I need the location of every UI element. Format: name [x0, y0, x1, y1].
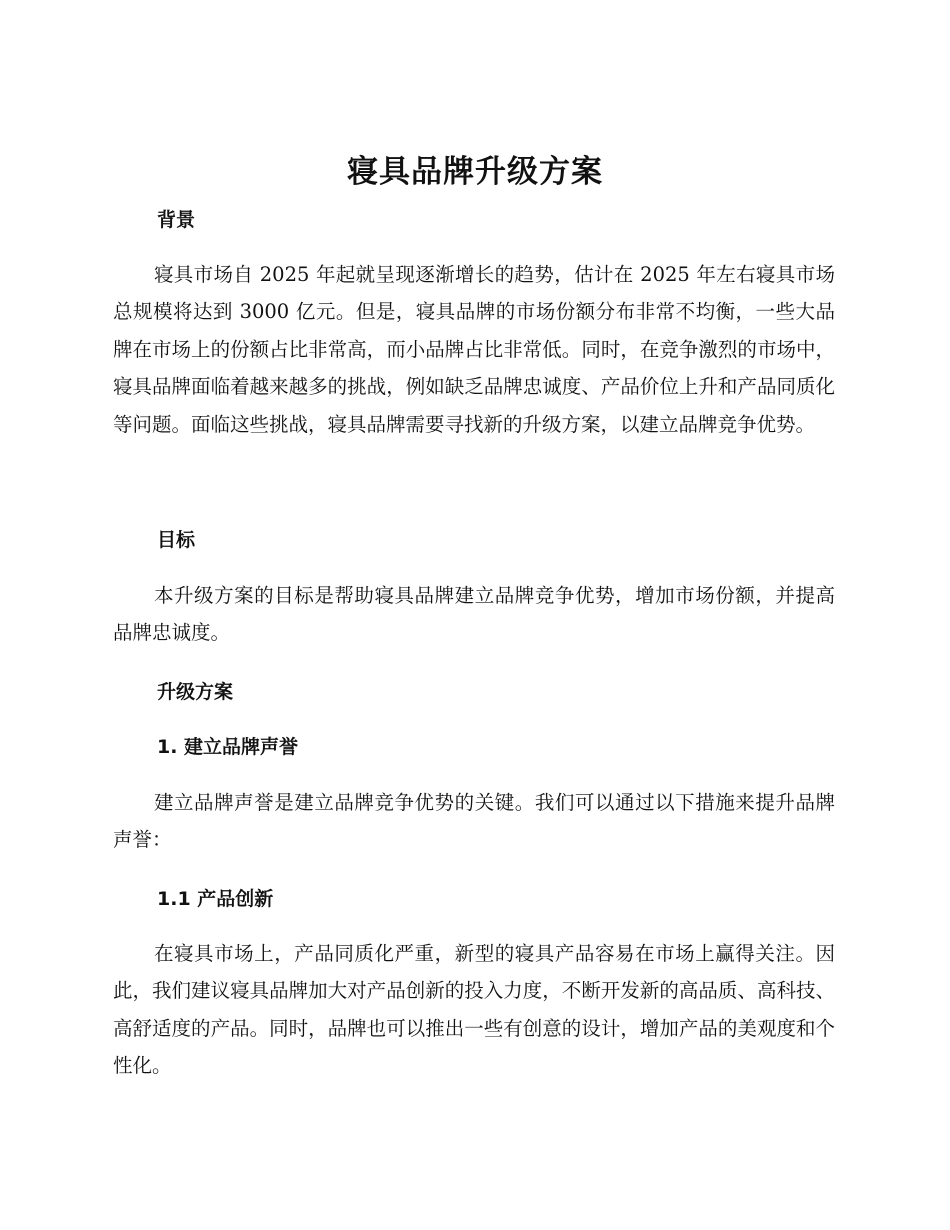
paragraph-background: 寝具市场自 2025 年起就呈现逐渐增长的趋势，估计在 2025 年左右寝具市场总规模将达到 3000 亿元。但是，寝具品牌的市场份额分布非常不均衡，一些大品牌在市场上的份额占比非常高，而小品牌占比非常低。同时，在竞争激烈的市场中，寝具品牌面临着越来越多的挑战，例如缺乏品牌忠诚度、产品价位上升和产品同质化等问题。面临这些挑战，寝具品牌需要寻找新的升级方案，以建立品牌竞争优势。: [113, 263, 835, 436]
paragraph-brand-reputation: 建立品牌声誉是建立品牌竞争优势的关键。我们可以通过以下措施来提升品牌声誉：: [113, 791, 835, 852]
section-heading-brand-reputation: 1. 建立品牌声誉: [157, 736, 299, 758]
section-heading-plan: 升级方案: [157, 681, 234, 703]
section-heading-goal: 目标: [157, 529, 196, 551]
paragraph-goal: 本升级方案的目标是帮助寝具品牌建立品牌竞争优势，增加市场份额，并提高品牌忠诚度。: [113, 584, 835, 645]
section-heading-background: 背景: [157, 209, 196, 231]
document-title: 寝具品牌升级方案: [347, 154, 603, 190]
paragraph-product-innovation: 在寝具市场上，产品同质化严重，新型的寝具产品容易在市场上赢得关注。因此，我们建议寝具品牌加大对产品创新的投入力度，不断开发新的高品质、高科技、高舒适度的产品。同时，品牌也可以推出一些有创意的设计，增加产品的美观度和个性化。: [113, 942, 835, 1078]
section-heading-product-innovation: 1.1 产品创新: [157, 888, 274, 910]
